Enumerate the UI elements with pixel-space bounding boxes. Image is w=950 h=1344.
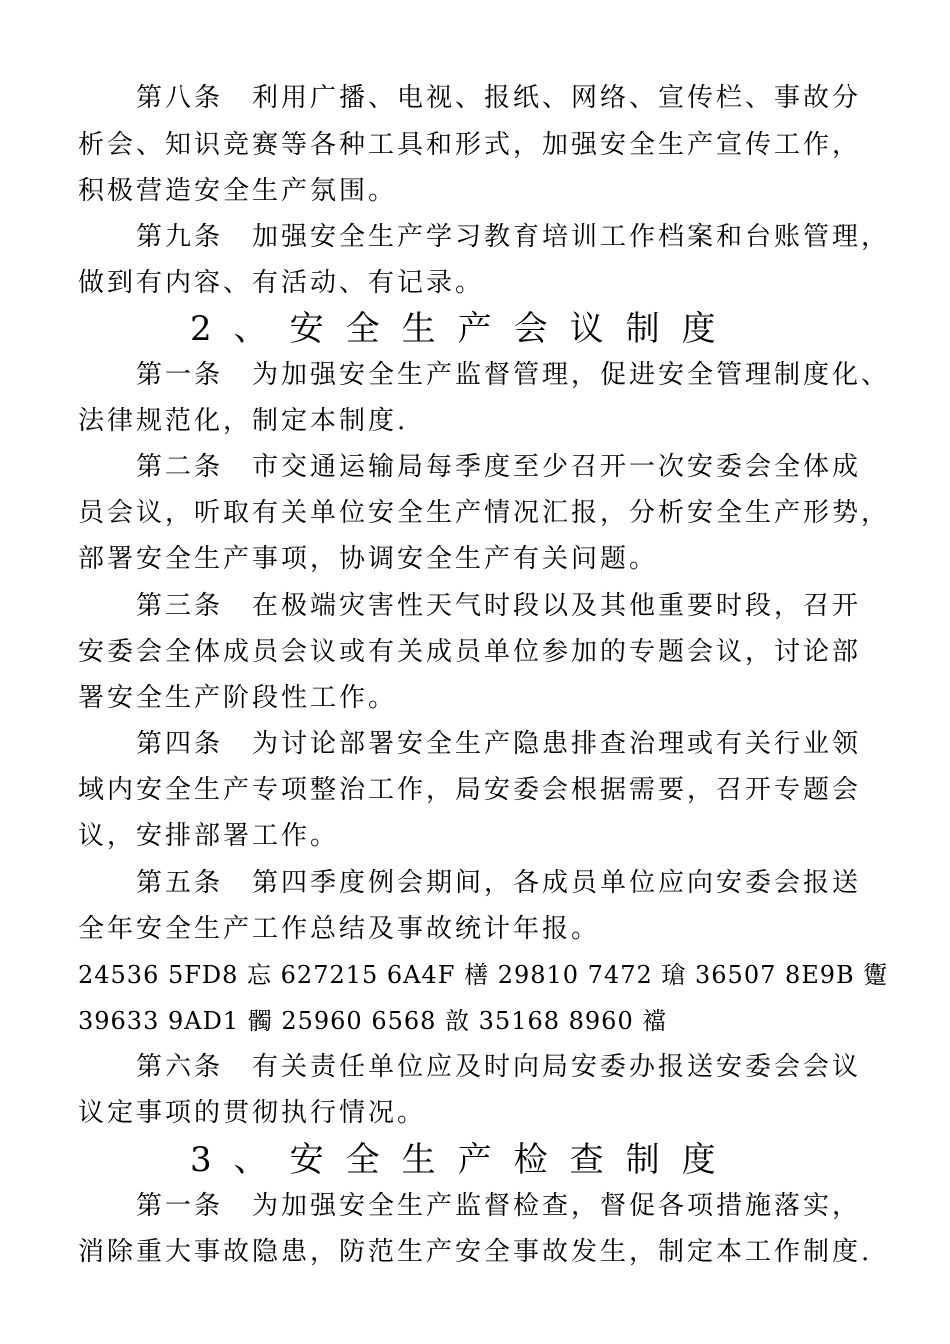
article-8-line-1: 第八条 利用广播、电视、报纸、网络、宣传栏、事故分 (136, 83, 862, 113)
meeting-article-2-line-3: 部署安全生产事项，协调安全生产有关问题。 (78, 544, 659, 574)
meeting-article-6-line-2: 议定事项的贯彻执行情况。 (78, 1098, 427, 1128)
section-heading-meeting: 2、安全生产会议制度 (190, 309, 738, 349)
code-table-line-2: 39633 9AD1 髑 25960 6568 敨 35168 8960 襠 (78, 1007, 668, 1035)
meeting-article-5-line-2: 全年安全生产工作总结及事故统计年报。 (78, 914, 601, 944)
article-8-line-2: 析会、知识竞赛等各种工具和形式，加强安全生产宣传工作， (78, 130, 862, 160)
section-heading-inspection: 3、安全生产检查制度 (190, 1140, 738, 1180)
meeting-article-4-line-3: 议，安排部署工作。 (78, 821, 340, 851)
inspection-article-1-line-2: 消除重大事故隐患，防范生产安全事故发生，制定本工作制度. (78, 1237, 873, 1267)
meeting-article-1-line-1: 第一条 为加强安全生产监督管理，促进安全管理制度化、 (136, 360, 891, 390)
meeting-article-4-line-1: 第四条 为讨论部署安全生产隐患排查治理或有关行业领 (136, 729, 862, 759)
code-table-line-1: 24536 5FD8 忘 627215 6A4F 橏 29810 7472 瑲 36507 8E9B 躛 (78, 961, 889, 989)
meeting-article-4-line-2: 域内安全生产专项整治工作，局安委会根据需要，召开专题会 (78, 775, 862, 805)
article-9-line-1: 第九条 加强安全生产学习教育培训工作档案和台账管理， (136, 222, 891, 252)
meeting-article-2-line-2: 员会议，听取有关单位安全生产情况汇报，分析安全生产形势， (78, 498, 891, 528)
meeting-article-3-line-3: 署安全生产阶段性工作。 (78, 683, 398, 713)
meeting-article-2-line-1: 第二条 市交通运输局每季度至少召开一次安委会全体成 (136, 452, 862, 482)
meeting-article-3-line-2: 安委会全体成员会议或有关成员单位参加的专题会议，讨论部 (78, 637, 862, 667)
article-8-line-3: 积极营造安全生产氛围。 (78, 176, 398, 206)
article-9-line-2: 做到有内容、有活动、有记录。 (78, 268, 485, 298)
meeting-article-1-line-2: 法律规范化，制定本制度. (78, 406, 409, 436)
inspection-article-1-line-1: 第一条 为加强安全生产监督检查，督促各项措施落实， (136, 1191, 862, 1221)
meeting-article-6-line-1: 第六条 有关责任单位应及时向局安委办报送安委会会议 (136, 1052, 862, 1082)
meeting-article-3-line-1: 第三条 在极端灾害性天气时段以及其他重要时段，召开 (136, 591, 862, 621)
meeting-article-5-line-1: 第五条 第四季度例会期间，各成员单位应向安委会报送 (136, 868, 862, 898)
